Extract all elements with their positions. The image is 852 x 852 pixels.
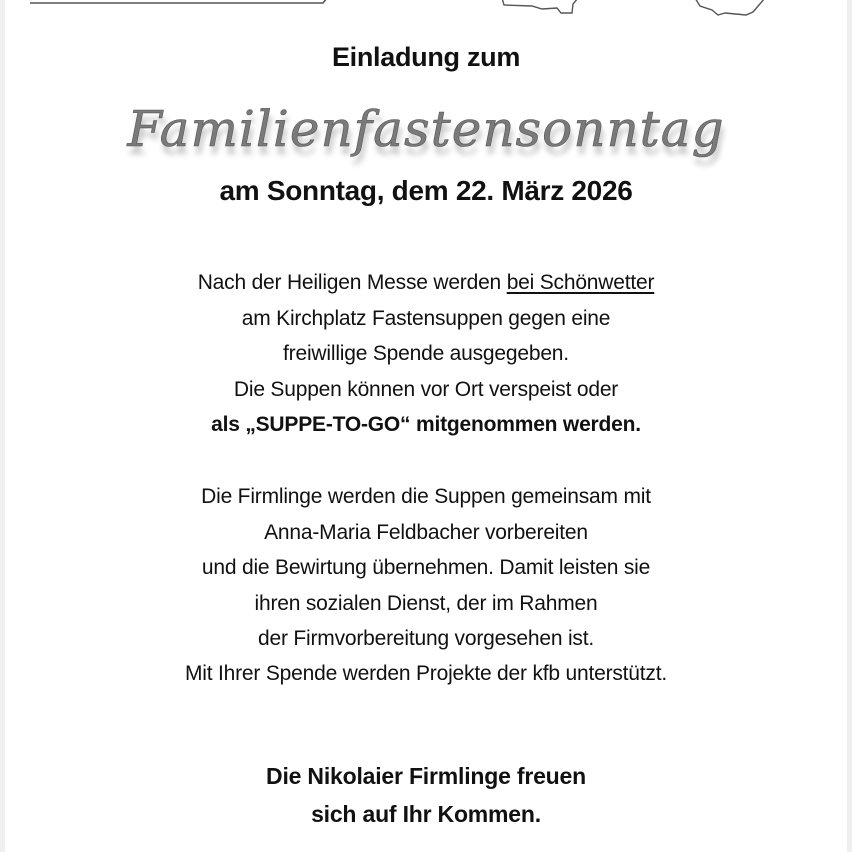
paragraph2-line4: ihren sozialen Dienst, der im Rahmen [254, 592, 598, 615]
paragraph1-line4: Die Suppen können vor Ort verspeist oder [233, 378, 619, 401]
event-title: Familienfastensonntag [127, 100, 725, 158]
paragraph1-line2: am Kirchplatz Fastensuppen gegen eine [241, 307, 611, 330]
page-edge-right [847, 0, 852, 852]
paragraph1-line1-text: Nach der Heiligen Messe werden [197, 271, 507, 294]
top-left-frame-line [30, 0, 327, 3]
paragraph1-line5-bold: als „SUPPE-TO-GO“ mitgenommen werden. [211, 413, 641, 436]
decorative-outline-graphics [5, 0, 847, 22]
top-right-shape-outline [695, 0, 765, 15]
weather-condition-underlined: bei Schönwetter [506, 271, 655, 294]
paragraph2-line2: Anna-Maria Feldbacher vorbereiten [264, 521, 588, 544]
paragraph2-line3: und die Bewirtung übernehmen. Damit leisten sie [201, 556, 651, 579]
paragraph2-line6: Mit Ihrer Spende werden Projekte der kfb unterstützt. [185, 662, 667, 685]
invitation-heading: Einladung zum [331, 42, 521, 72]
invitation-flyer [5, 0, 847, 852]
paragraph1-line3: freiwillige Spende ausgegeben. [283, 342, 569, 365]
top-center-shape-outline [502, 0, 578, 13]
paragraph2-line5: der Firmvorbereitung vorgesehen ist. [258, 627, 594, 650]
closing-line1: Die Nikolaier Firmlinge freuen [266, 763, 586, 789]
event-date: am Sonntag, dem 22. März 2026 [219, 175, 633, 206]
paragraph1-line1 [5, 271, 847, 295]
closing-line2: sich auf Ihr Kommen. [311, 801, 541, 827]
paragraph2-line1: Die Firmlinge werden die Suppen gemeinsam mit [201, 485, 651, 508]
